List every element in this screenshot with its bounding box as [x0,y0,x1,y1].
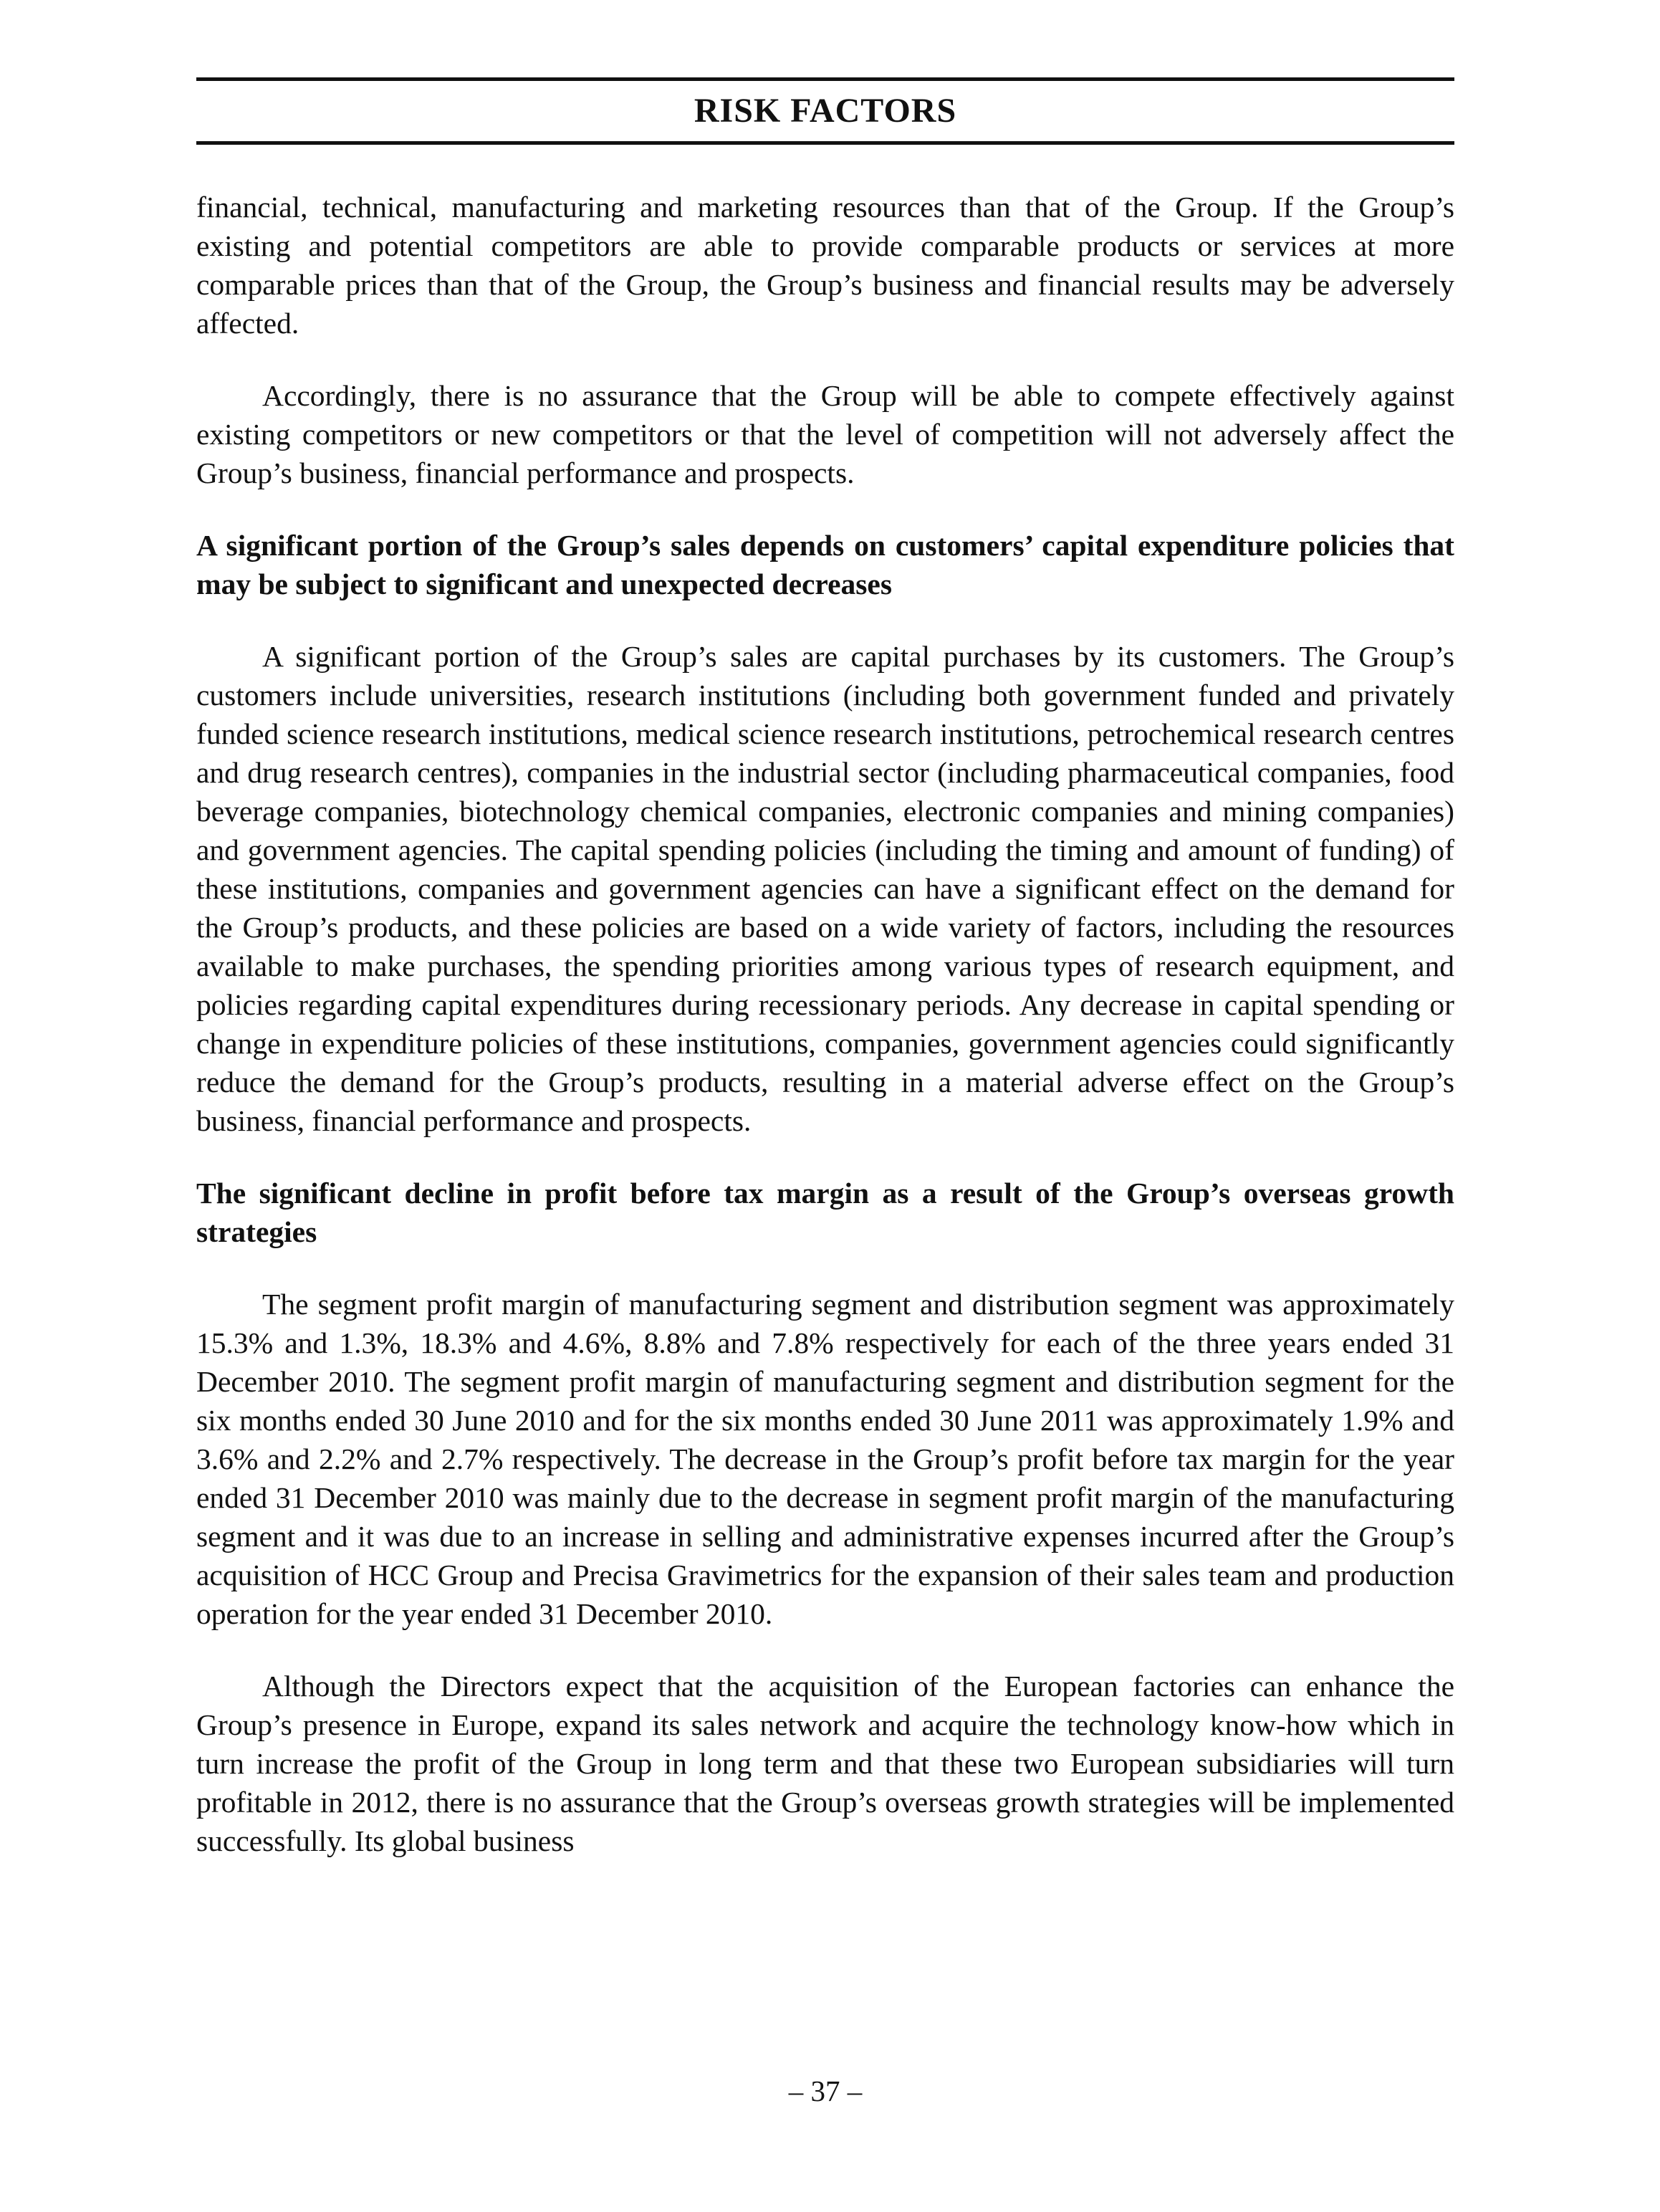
section-title: RISK FACTORS [694,92,957,130]
paragraph-5: Although the Directors expect that the acquisition of the European factories can enhance the Group’s presence in Europe, expand its sales network and acquire the technology know-how which in turn increase the profit of the Group in long term and that these two European subsidiaries will turn profitable in 2012, there is no assurance that the Group’s overseas growth strategies will be implemented successfully. Its global business [196,1670,1454,1857]
page-header [196,77,1454,145]
paragraph-2: Accordingly, there is no assurance that the Group will be able to compete effectively against existing competitors or new competitors or that the level of competition will not adversely affect the Group’s business, financial performance and prospects. [196,379,1454,489]
paragraph-1: financial, technical, manufacturing and marketing resources than that of the Group. If the Group’s existing and potential competitors are able to provide comparable products or services at more comparable prices than that of the Group, the Group’s business and financial results may be adversely affected. [196,191,1454,340]
paragraph-3: A significant portion of the Group’s sales are capital purchases by its customers. The Group’s customers include universities, research institutions (including both government funded and privately funded science research institutions, medical science research institutions, petrochemical research centres and drug research centres), companies in the industrial sector (including pharmaceutical companies, food beverage companies, biotechnology chemical companies, electronic companies and mining companies) and government agencies. The capital spending policies (including the timing and amount of funding) of these institutions, companies and government agencies can have a significant effect on the demand for the Group’s products, and these policies are based on a wide variety of factors, including the resources available to make purchases, the spending priorities among various types of research equipment, and policies regarding capital expenditures during recessionary periods. Any decrease in capital spending or change in expenditure policies of these institutions, companies, government agencies could significantly reduce the demand for the Group’s products, resulting in a material adverse effect on the Group’s business, financial performance and prospects. [196,640,1454,1137]
body-text [196,188,1454,1894]
subheading-1: A significant portion of the Group’s sales depends on customers’ capital expenditure policies that may be subject to significant and unexpected decreases [196,529,1454,600]
document-page [196,0,1454,2212]
subheading-2: The significant decline in profit before tax margin as a result of the Group’s overseas growth strategies [196,1177,1454,1248]
page-number: – 37 – [788,2074,863,2107]
paragraph-4: The segment profit margin of manufacturing segment and distribution segment was approximately 15.3% and 1.3%, 18.3% and 4.6%, 8.8% and 7.8% respectively for each of the three years ended 31 December 2010. The segment profit margin of manufacturing segment and distribution segment for the six months ended 30 June 2010 and for the six months ended 30 June 2011 was approximately 1.9% and 3.6% and 2.2% and 2.7% respectively. The decrease in the Group’s profit before tax margin for the year ended 31 December 2010 was mainly due to the decrease in segment profit margin of the manufacturing segment and it was due to an increase in selling and administrative expenses incurred after the Group’s acquisition of HCC Group and Precisa Gravimetrics for the expansion of their sales team and production operation for the year ended 31 December 2010. [196,1288,1454,1630]
